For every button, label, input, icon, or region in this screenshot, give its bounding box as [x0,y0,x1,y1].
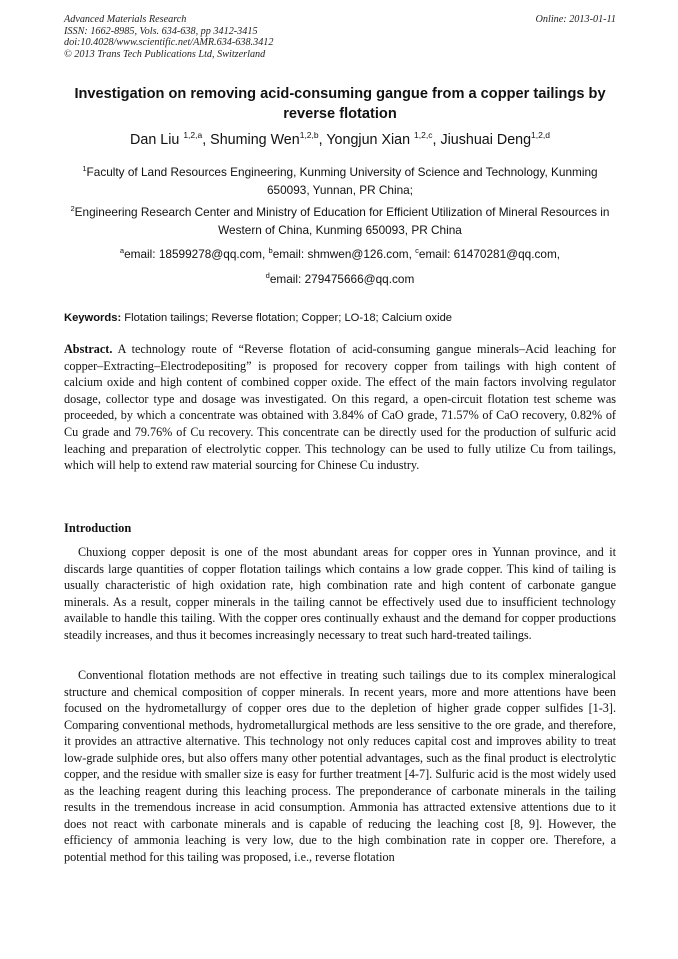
email-text[interactable]: email: shmwen@126.com, [272,247,416,261]
email-mark: a [119,246,125,255]
affiliation-2 [64,203,616,239]
affiliation-mark: 2 [70,204,75,213]
author-name: Shuming Wen [210,132,300,148]
affiliation-1 [64,163,616,199]
email-text[interactable]: email: 279475666@qq.com [269,272,415,286]
doi-line: doi:10.4028/www.scientific.net/AMR.634-638.3412 [64,37,274,49]
paper-title: Investigation on removing acid-consuming gangue from a copper tailings by reverse flotation [74,86,606,122]
abstract-text: A technology route of “Reverse flotation of acid-consuming gangue minerals–Acid leaching for copper–Extracting–Electrodepositing” is proposed for recovery copper from tailings with high content of calcium oxide and high content of combined copper oxide. The effect of the main factors involving regulator dosage, collector type and dosage was investigated. On this regard, a open-circuit flotation test scheme was proceeded, by which a concentrate was obtained with 3.84% of CaO grade, 71.57% of CaO recovery, 0.82% of Cu grade and 79.76% of Cu recovery. This concentrate can be directly used for the production of sulfuric acid leaching and preparation of electrolytic copper. This technology can be used to fully utilize Cu from tailings, which will help to extend raw material sourcing for Chinese Cu industry. [64,342,616,473]
author-affiliation-mark: 1,2,c [414,130,433,140]
author-affiliation-mark: 1,2,a [183,130,203,140]
author-affiliation-mark: 1,2,d [531,130,550,140]
journal-name: Advanced Materials Research [64,14,187,25]
copyright-line: © 2013 Trans Tech Publications Ltd, Switzerland [64,48,266,60]
author-name: Dan Liu [130,132,180,148]
keywords-label: Keywords: [64,312,122,324]
author-affiliation-mark: 1,2,b [299,130,319,140]
author-name: Yongjun Xian [326,132,411,148]
affiliation-mark: 1 [82,164,87,173]
body-paragraph: Conventional flotation methods are not effective in treating such tailings due to its complex mineralogical structure and chemical composition of copper minerals. In recent years, more and more attentions have been focused on the hydrometallurgy of copper ores due to the depletion of higher grade copper sulfides [1-3]. Comparing conventional methods, hydrometallurgical methods are less sensitive to the ore grade, and therefore, it provides an attractive alternative. This technology not only reduces capital cost and improves ability to treat low-grade sulphide ores, but also offers many other potential advantages, such as the final product is electrolytic copper, and the residue with smaller size is easy for further treatment [4-7]. Sulfuric acid is the most widely used as the leaching reagent during this leaching process. The preponderance of carbonate minerals in the tailing results in the tremendous increase in acid consumption. Ammonia has attracted extensive attentions due to it does not react with carbonate minerals and is capable of reducing the leaching cost [8, 9]. However, the efficiency of ammonia leaching is very low, due to the high combination rate in copper ore. Therefore, a potential method for this tailing was proposed, i.e., reverse flotation [64,668,616,865]
affiliation-text: Engineering Research Center and Ministry of Education for Efficient Utilization of Mineral Resources in Western of China, Kunming 650093, PR China [74,205,610,237]
email-text[interactable]: email: 61470281@qq.com, [418,247,561,261]
online-date: Online: 2013-01-11 [535,14,616,25]
keywords [64,311,616,325]
abstract [64,341,616,474]
email-text[interactable]: email: 18599278@qq.com, [124,247,269,261]
keywords-text: Flotation tailings; Reverse flotation; Copper; LO-18; Calcium oxide [121,312,453,324]
abstract-label: Abstract. [64,342,113,356]
author-name: Jiushuai Deng [440,132,532,148]
email-mark: b [268,246,273,255]
body-paragraph: Chuxiong copper deposit is one of the most abundant areas for copper ores in Yunnan province, and it discards large quantities of copper flotation tailings which contains a low grade copper. This kind of tailing is usually characteristic of high oxidation rate, high combination rate and high content of carbonate gangue minerals. As a result, copper minerals in the tailing cannot be effectively used due to insufficient technology available to handle this tailing. With the copper ores continually exhaust and the demand for copper productions steadily increases, and thus it becomes increasingly necessary to treat such hard-treated tailings. [64,545,616,642]
author-list: Dan Liu $^{1,2,a}$, Shuming Wen$^{1,2,b}$, Yongjun Xian $^{1,2,c}$, Jiushuai Deng$^{1,2,d}$ [130,130,550,148]
affiliation-text: Faculty of Land Resources Engineering, Kunming University of Science and Technology, Kunming 650093, Yunnan, PR China; [86,165,598,197]
journal-header [64,14,616,60]
email-line-1 [64,245,616,263]
issn-line: ISSN: 1662-8985, Vols. 634-638, pp 3412-3415 [64,25,258,37]
email-line-2 [64,270,616,288]
email-mark: c [415,246,419,255]
email-mark: d [265,271,270,280]
section-heading: Introduction [64,521,132,535]
